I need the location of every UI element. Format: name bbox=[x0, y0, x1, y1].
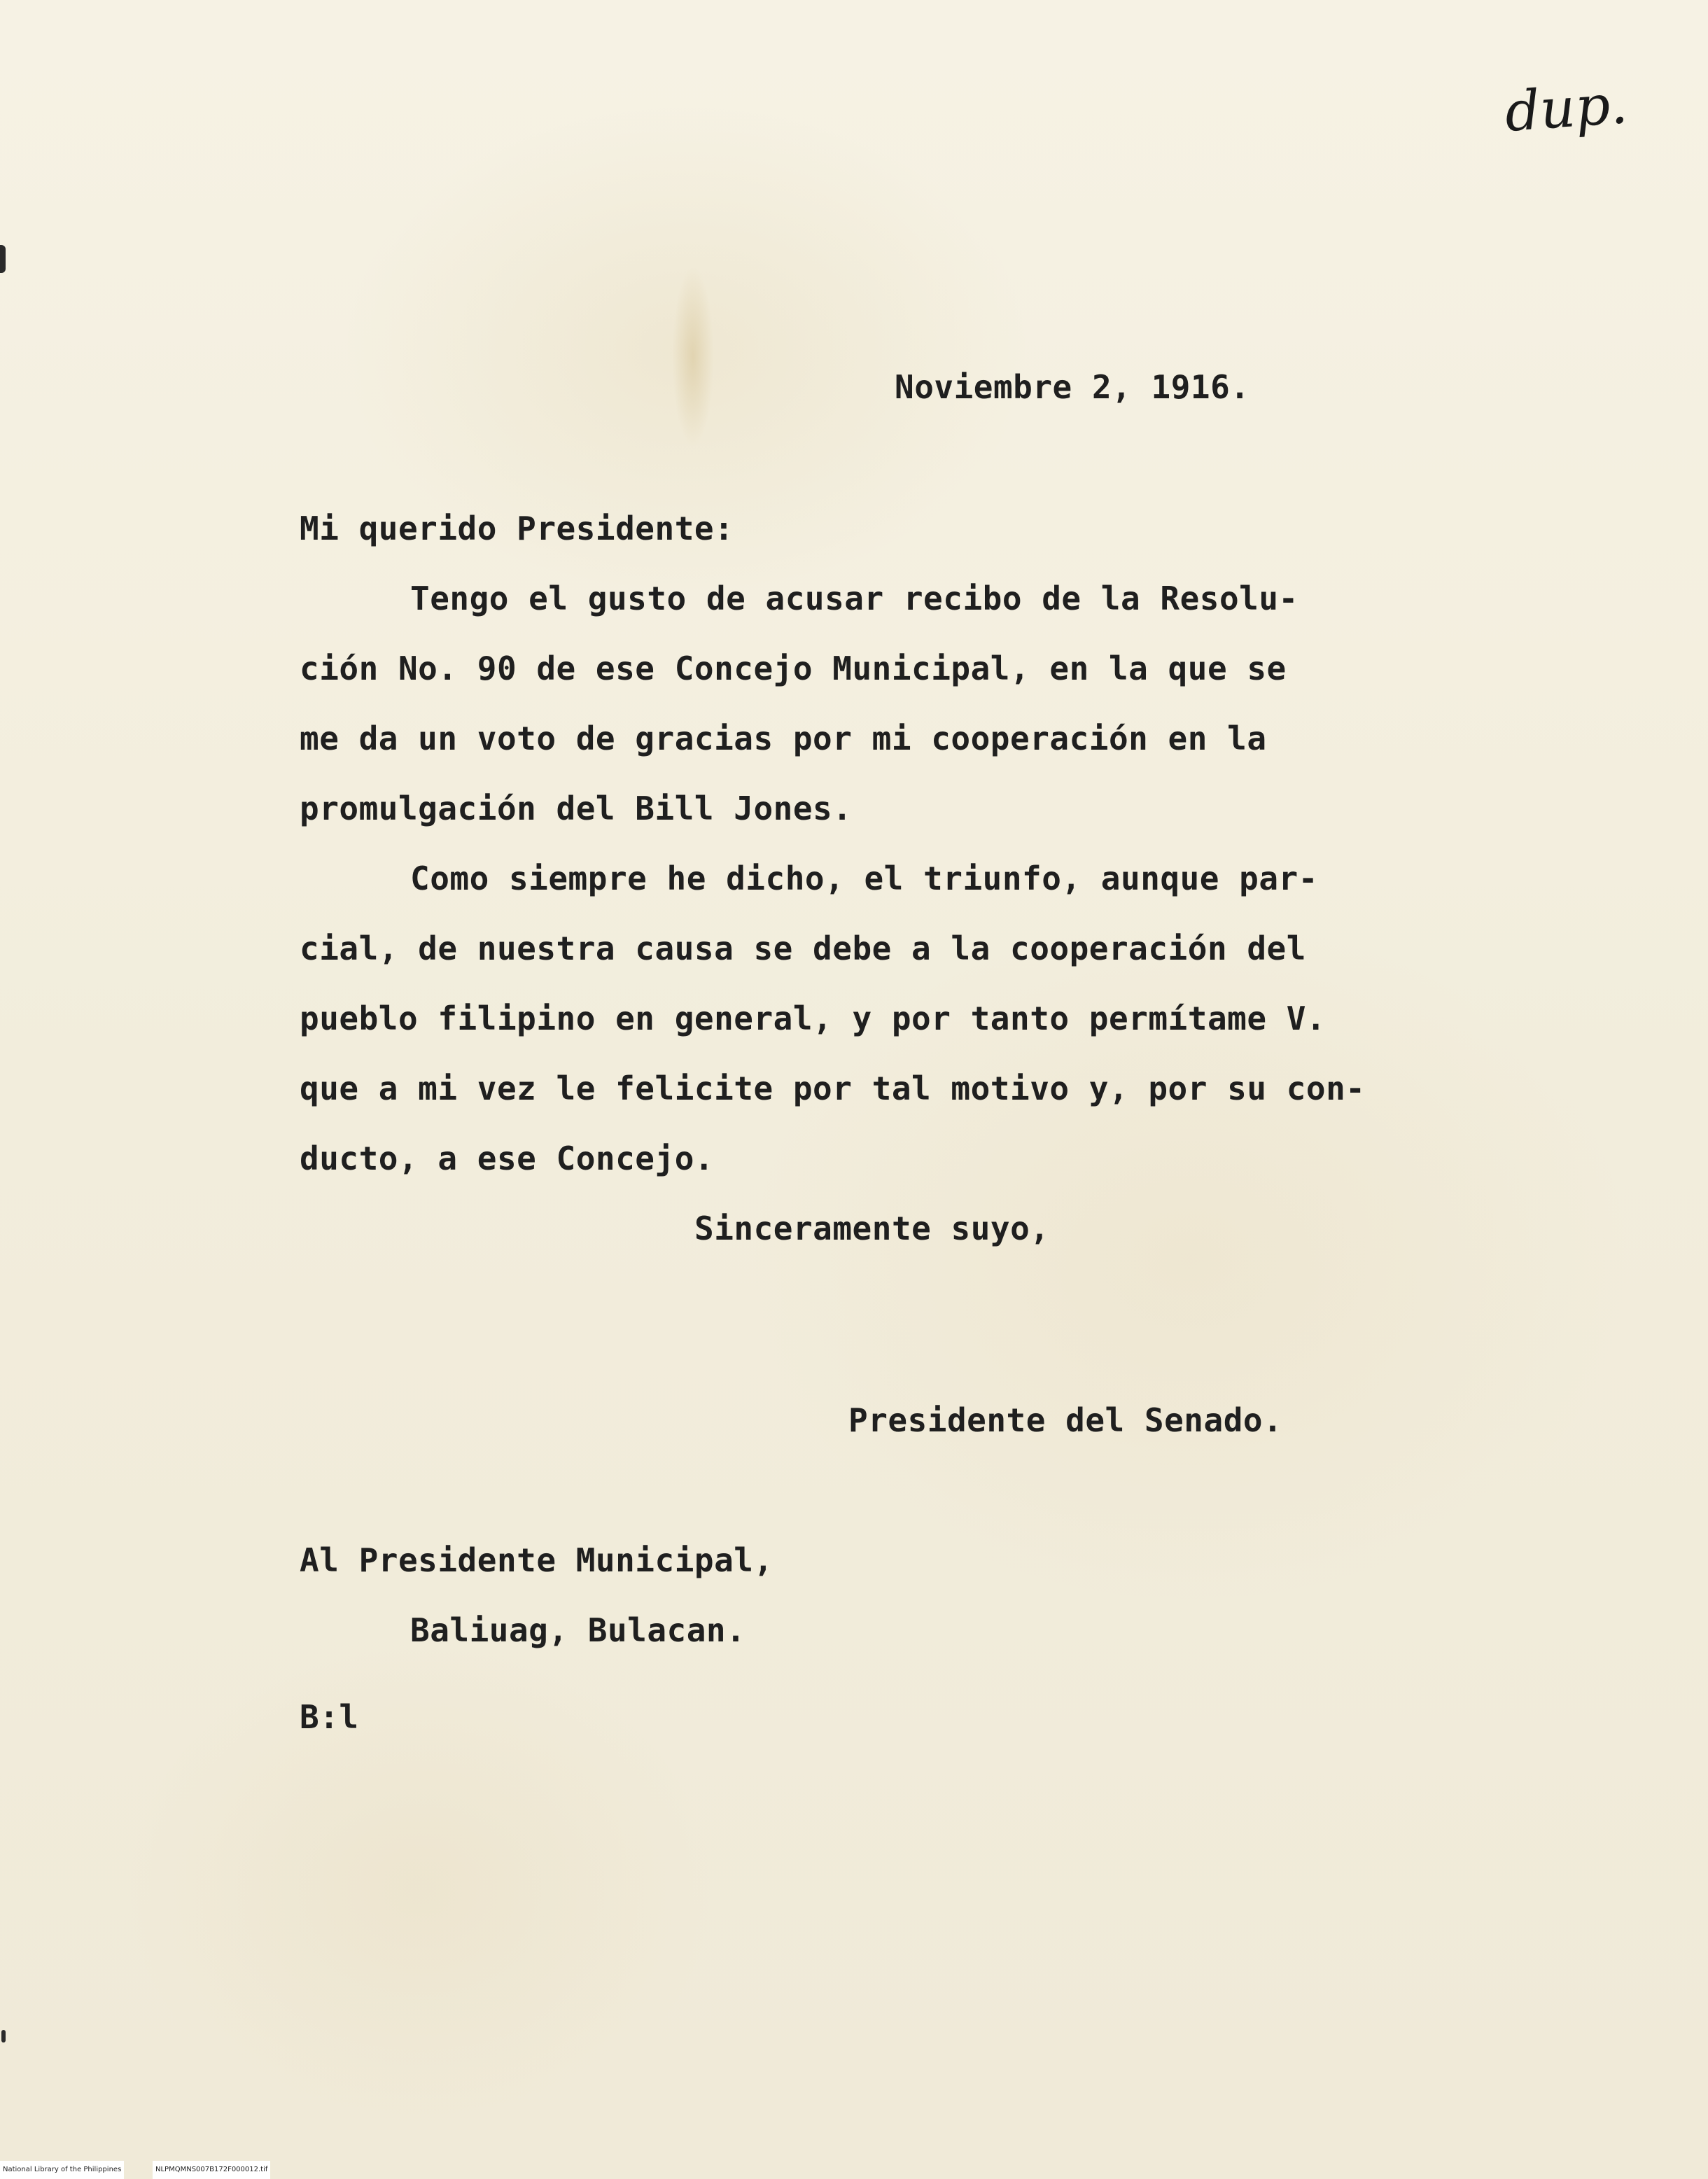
addressee-location: Baliuag, Bulacan. bbox=[410, 1611, 746, 1649]
paper-stain bbox=[672, 266, 714, 448]
handwritten-note: dup. bbox=[1503, 73, 1630, 144]
signature-title: Presidente del Senado. bbox=[848, 1401, 1283, 1439]
body-line: Como siempre he dicho, el triunfo, aunque par- bbox=[410, 860, 1318, 897]
body-line: que a mi vez le felicite por tal motivo y, por su con- bbox=[300, 1070, 1366, 1107]
addressee-line: Al Presidente Municipal, bbox=[300, 1541, 774, 1579]
footer-filename: NLPMQMNS007B172F000012.tif bbox=[153, 2161, 270, 2179]
body-line: Tengo el gusto de acusar recibo de la Resolu- bbox=[410, 580, 1298, 617]
body-line: cial, de nuestra causa se debe a la cooperación del bbox=[300, 930, 1306, 967]
edge-mark bbox=[1, 2030, 6, 2043]
letter-date: Noviembre 2, 1916. bbox=[895, 368, 1250, 406]
reference-initials: B:l bbox=[300, 1698, 359, 1736]
body-line: ducto, a ese Concejo. bbox=[300, 1140, 715, 1177]
body-line: promulgación del Bill Jones. bbox=[300, 790, 853, 827]
salutation: Mi querido Presidente: bbox=[300, 510, 734, 547]
edge-mark bbox=[0, 245, 6, 273]
body-line: ción No. 90 de ese Concejo Municipal, en la que se bbox=[300, 650, 1287, 687]
body-line: pueblo filipino en general, y por tanto permítame V. bbox=[300, 1000, 1326, 1037]
body-line: me da un voto de gracias por mi cooperación en la bbox=[300, 720, 1267, 757]
footer-library-label: National Library of the Philippines bbox=[0, 2161, 124, 2179]
closing: Sinceramente suyo, bbox=[694, 1210, 1050, 1247]
